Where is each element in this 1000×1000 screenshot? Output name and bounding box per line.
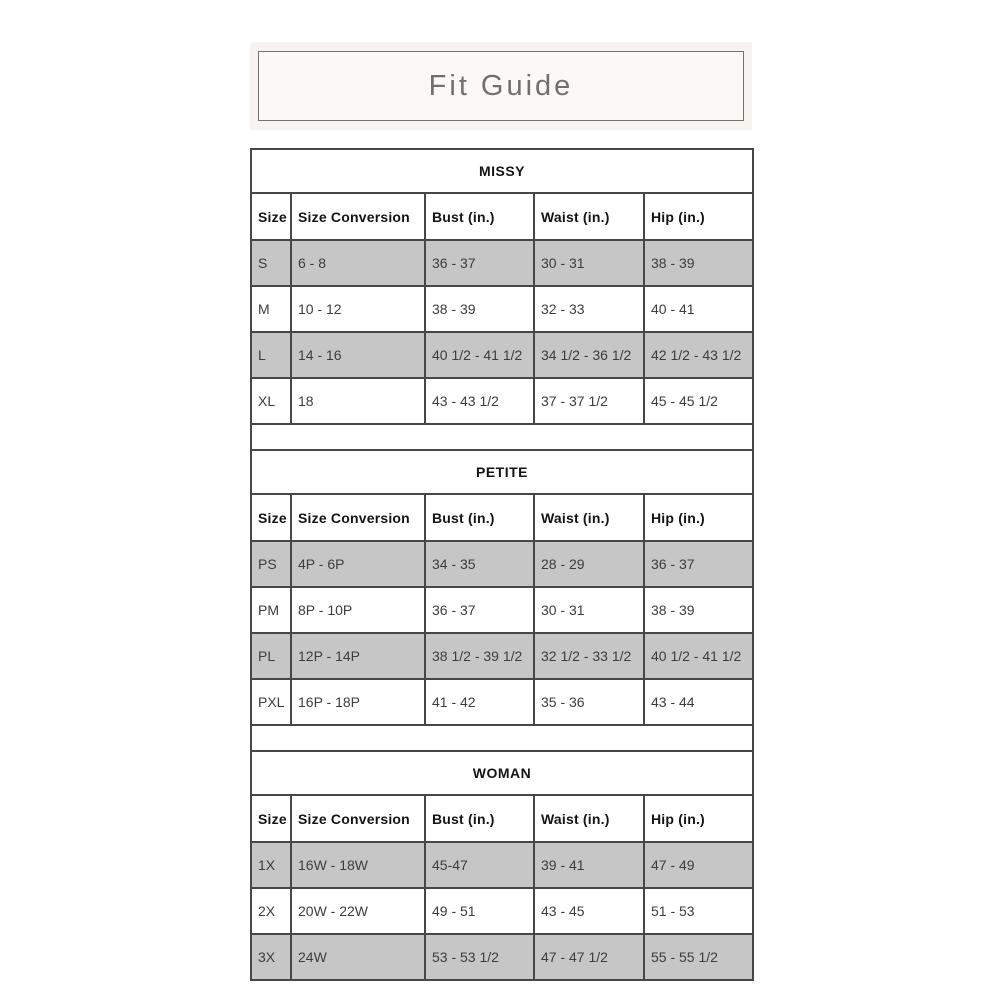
table-cell: 40 1/2 - 41 1/2 — [425, 332, 534, 378]
column-header: Hip (in.) — [644, 494, 753, 541]
table-cell: 38 - 39 — [644, 240, 753, 286]
table-cell: 45-47 — [425, 842, 534, 888]
column-header: Size Conversion — [291, 193, 425, 240]
fit-guide-banner-box — [258, 51, 744, 121]
section-title-petite: PETITE — [251, 450, 753, 494]
table-cell: 55 - 55 1/2 — [644, 934, 753, 980]
table-cell: 36 - 37 — [425, 240, 534, 286]
column-header: Size — [251, 795, 291, 842]
column-header-row-woman — [251, 795, 753, 842]
column-header: Bust (in.) — [425, 193, 534, 240]
table-cell: 38 - 39 — [425, 286, 534, 332]
table-cell: 14 - 16 — [291, 332, 425, 378]
column-header: Size — [251, 494, 291, 541]
table-cell: 4P - 6P — [291, 541, 425, 587]
column-header: Size Conversion — [291, 795, 425, 842]
column-header-row-missy — [251, 193, 753, 240]
table-cell: 40 - 41 — [644, 286, 753, 332]
section-title-row-woman — [251, 751, 753, 795]
column-header: Waist (in.) — [534, 795, 644, 842]
table-cell: 51 - 53 — [644, 888, 753, 934]
section-spacer-cell — [251, 424, 753, 450]
table-cell: 37 - 37 1/2 — [534, 378, 644, 424]
table-cell: 8P - 10P — [291, 587, 425, 633]
fit-guide-banner — [250, 42, 752, 130]
section-title-woman: WOMAN — [251, 751, 753, 795]
column-header: Waist (in.) — [534, 494, 644, 541]
table-cell: 43 - 45 — [534, 888, 644, 934]
table-cell: 34 1/2 - 36 1/2 — [534, 332, 644, 378]
table-cell: 53 - 53 1/2 — [425, 934, 534, 980]
table-cell: 1X — [251, 842, 291, 888]
table-cell: 30 - 31 — [534, 240, 644, 286]
table-cell: M — [251, 286, 291, 332]
table-cell: 36 - 37 — [425, 587, 534, 633]
table-cell: L — [251, 332, 291, 378]
table-cell: 16W - 18W — [291, 842, 425, 888]
table-cell: 2X — [251, 888, 291, 934]
table-cell: 18 — [291, 378, 425, 424]
table-cell: 45 - 45 1/2 — [644, 378, 753, 424]
table-row — [251, 633, 753, 679]
size-chart-table — [250, 148, 754, 981]
table-cell: 38 - 39 — [644, 587, 753, 633]
table-cell: 41 - 42 — [425, 679, 534, 725]
section-spacer-row — [251, 725, 753, 751]
page-title: Fit Guide — [428, 69, 574, 102]
section-title-row-missy — [251, 149, 753, 193]
table-cell: 10 - 12 — [291, 286, 425, 332]
table-cell: PXL — [251, 679, 291, 725]
column-header: Bust (in.) — [425, 795, 534, 842]
column-header-row-petite — [251, 494, 753, 541]
table-cell: 12P - 14P — [291, 633, 425, 679]
table-cell: 28 - 29 — [534, 541, 644, 587]
table-cell: 32 - 33 — [534, 286, 644, 332]
table-cell: 39 - 41 — [534, 842, 644, 888]
table-cell: 43 - 44 — [644, 679, 753, 725]
table-cell: 20W - 22W — [291, 888, 425, 934]
table-cell: PL — [251, 633, 291, 679]
column-header: Hip (in.) — [644, 795, 753, 842]
table-cell: 32 1/2 - 33 1/2 — [534, 633, 644, 679]
table-cell: 30 - 31 — [534, 587, 644, 633]
table-cell: 36 - 37 — [644, 541, 753, 587]
table-row — [251, 332, 753, 378]
table-cell: 49 - 51 — [425, 888, 534, 934]
column-header: Waist (in.) — [534, 193, 644, 240]
table-row — [251, 888, 753, 934]
column-header: Bust (in.) — [425, 494, 534, 541]
table-cell: 47 - 47 1/2 — [534, 934, 644, 980]
table-cell: 6 - 8 — [291, 240, 425, 286]
table-cell: 34 - 35 — [425, 541, 534, 587]
table-row — [251, 286, 753, 332]
table-row — [251, 541, 753, 587]
table-cell: 47 - 49 — [644, 842, 753, 888]
section-spacer-row — [251, 424, 753, 450]
table-cell: 3X — [251, 934, 291, 980]
table-cell: 38 1/2 - 39 1/2 — [425, 633, 534, 679]
column-header: Size Conversion — [291, 494, 425, 541]
table-cell: 42 1/2 - 43 1/2 — [644, 332, 753, 378]
section-title-row-petite — [251, 450, 753, 494]
table-row — [251, 842, 753, 888]
table-cell: 24W — [291, 934, 425, 980]
column-header: Size — [251, 193, 291, 240]
section-title-missy: MISSY — [251, 149, 753, 193]
table-cell: S — [251, 240, 291, 286]
column-header: Hip (in.) — [644, 193, 753, 240]
table-cell: 35 - 36 — [534, 679, 644, 725]
table-row — [251, 934, 753, 980]
table-row — [251, 378, 753, 424]
table-row — [251, 587, 753, 633]
table-row — [251, 679, 753, 725]
table-cell: 40 1/2 - 41 1/2 — [644, 633, 753, 679]
section-spacer-cell — [251, 725, 753, 751]
table-cell: PM — [251, 587, 291, 633]
table-cell: 43 - 43 1/2 — [425, 378, 534, 424]
table-cell: 16P - 18P — [291, 679, 425, 725]
table-cell: XL — [251, 378, 291, 424]
table-cell: PS — [251, 541, 291, 587]
table-row — [251, 240, 753, 286]
